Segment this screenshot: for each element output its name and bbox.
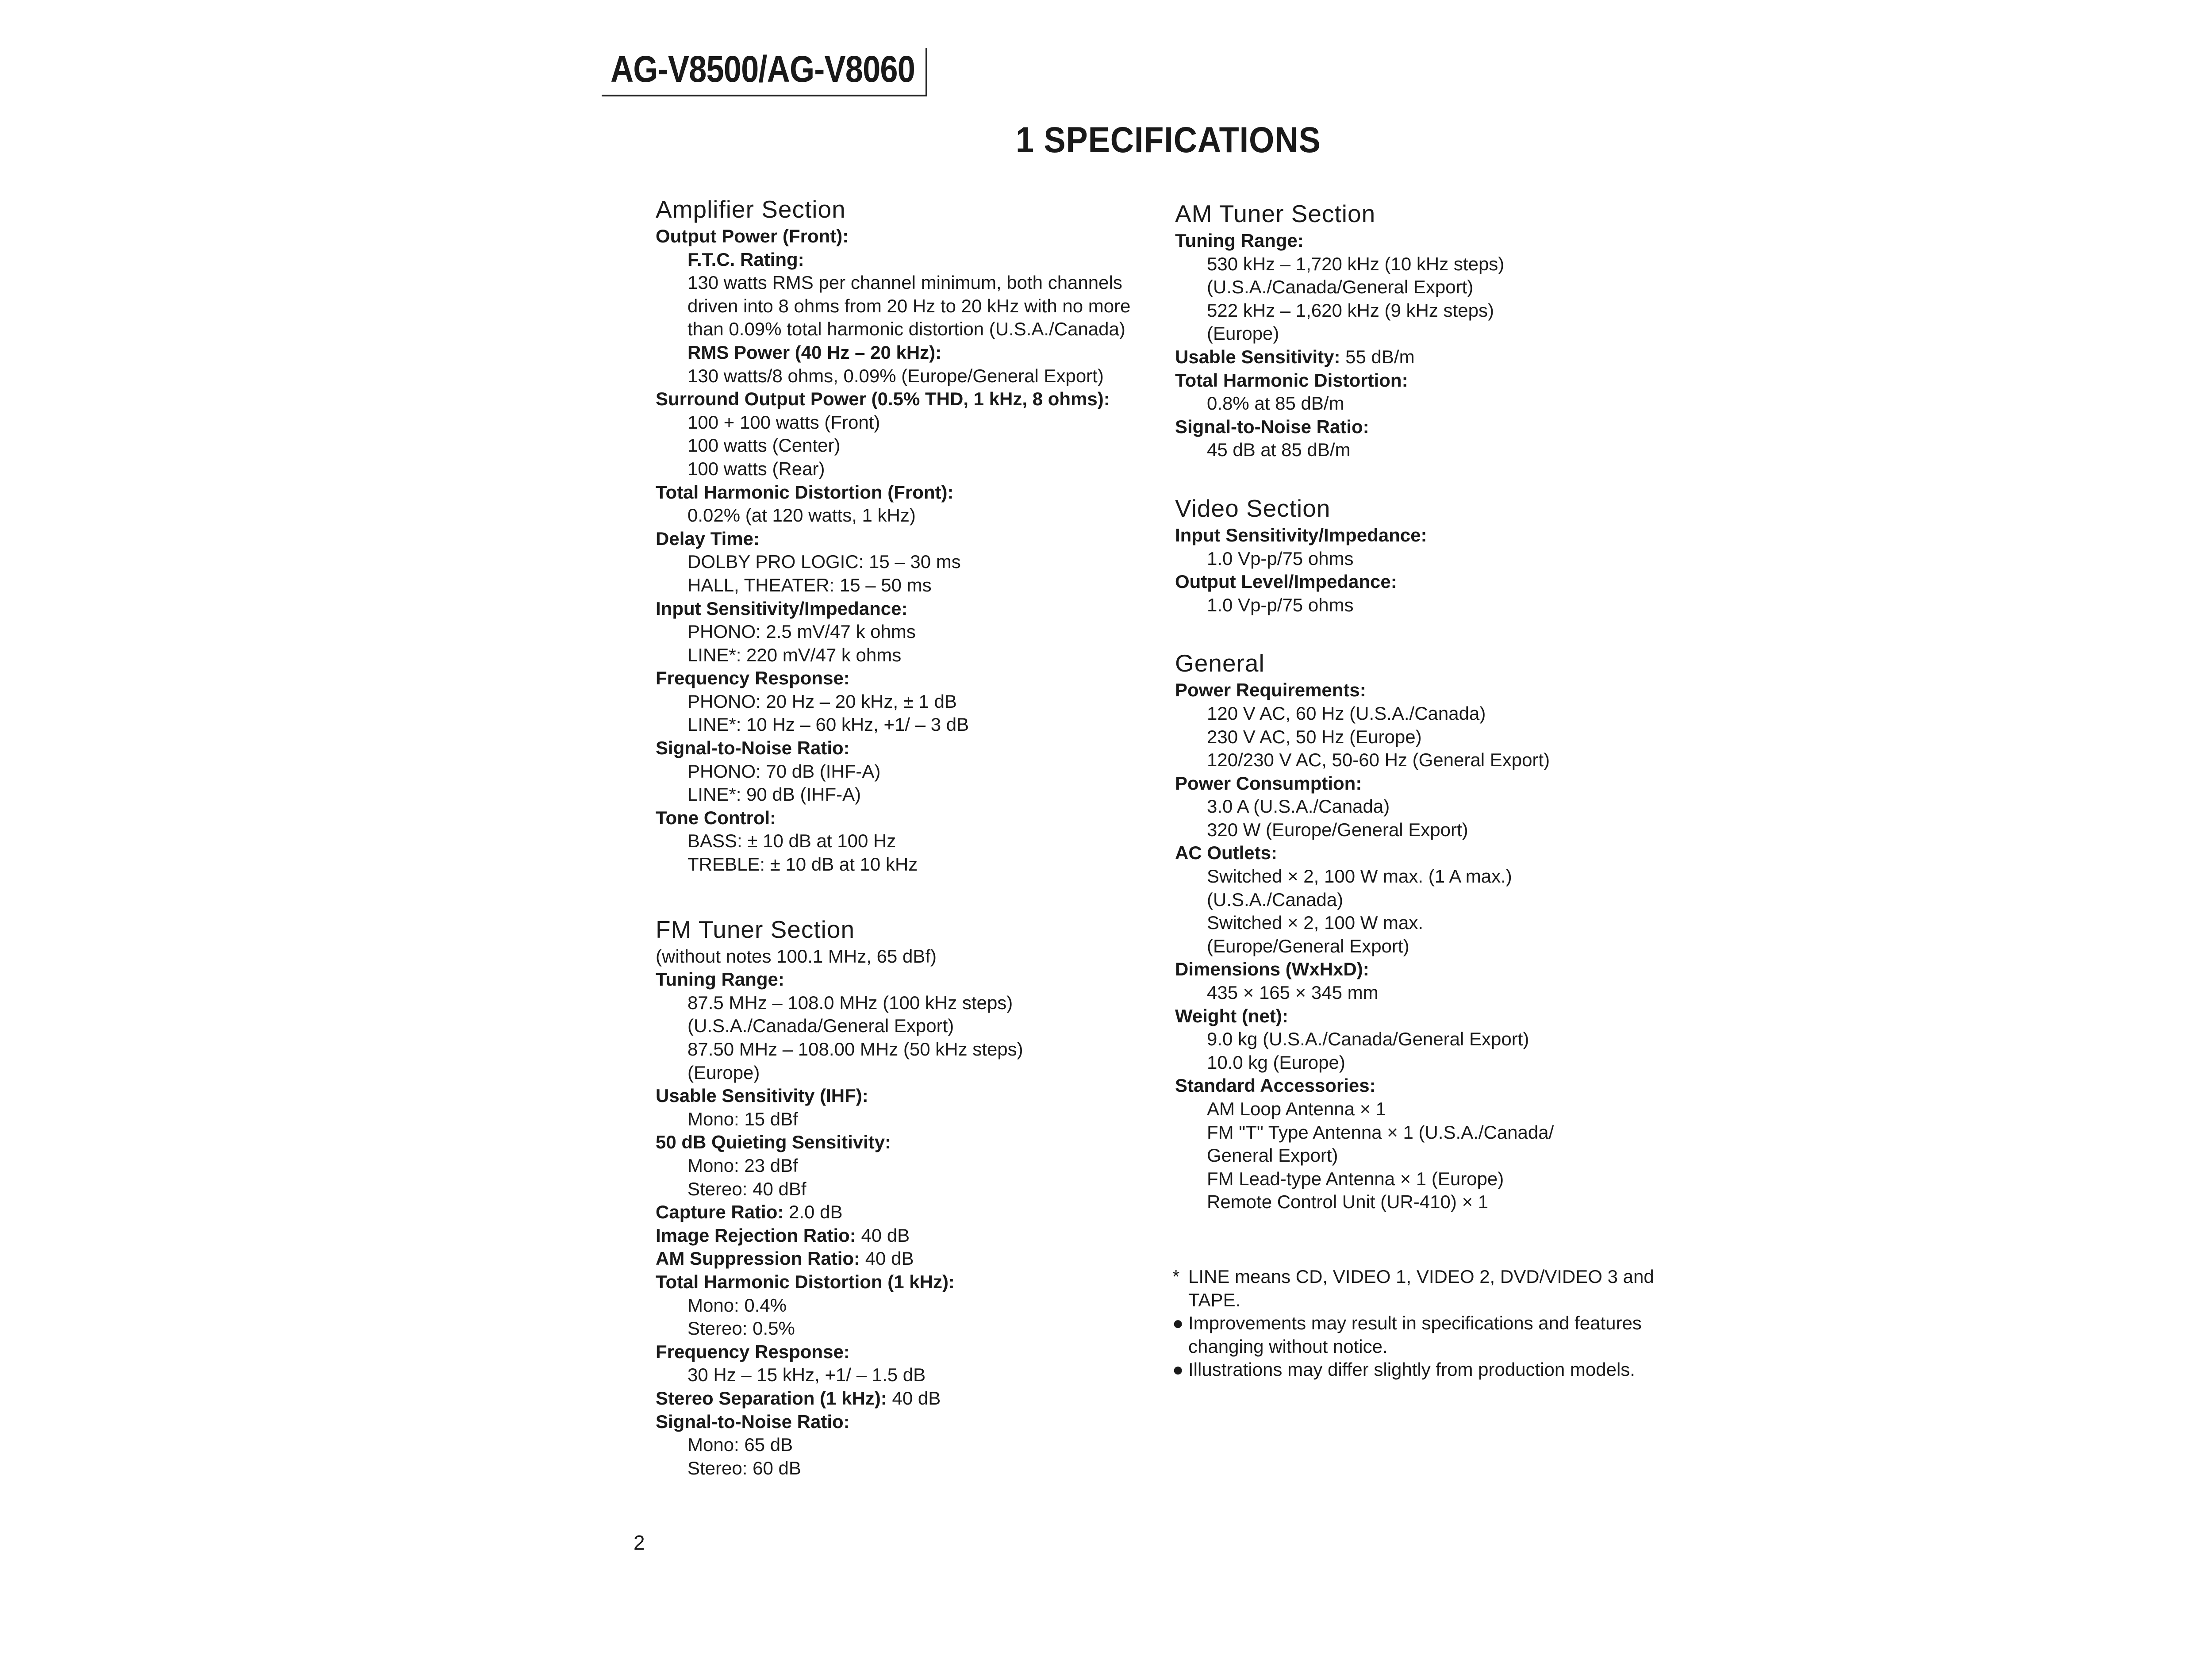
accessory-item: FM Lead-type Antenna × 1 (Europe)	[1207, 1168, 1504, 1189]
bullet-icon: ●	[1172, 1313, 1184, 1334]
am-tuning-value: 530 kHz – 1,720 kHz (10 kHz steps)	[1207, 253, 1505, 274]
delay-value: DOLBY PRO LOGIC: 15 – 30 ms	[687, 551, 961, 572]
fm-capture-label: Capture Ratio:	[656, 1202, 784, 1223]
am-heading: AM Tuner Section	[1175, 200, 1376, 227]
fm-thd-label: Total Harmonic Distortion (1 kHz):	[656, 1271, 955, 1292]
fm-tuning-value: 87.50 MHz – 108.00 MHz (50 kHz steps)	[687, 1039, 1023, 1060]
fm-heading: FM Tuner Section	[656, 915, 855, 943]
video-output-value: 1.0 Vp-p/75 ohms	[1207, 594, 1354, 615]
video-output-label: Output Level/Impedance:	[1175, 571, 1397, 592]
surround-power-label: Surround Output Power (0.5% THD, 1 kHz, 8 ohms):	[656, 388, 1110, 410]
model-number: AG-V8500/AG-V8060	[611, 48, 915, 90]
power-cons-value: 3.0 A (U.S.A./Canada)	[1207, 796, 1390, 817]
video-heading: Video Section	[1175, 494, 1331, 522]
rms-power-value: 130 watts/8 ohms, 0.09% (Europe/General Export)	[687, 365, 1104, 386]
fm-capture-value: 2.0 dB	[789, 1202, 843, 1223]
rms-power-label: RMS Power (40 Hz – 20 kHz):	[687, 342, 942, 363]
video-input-label: Input Sensitivity/Impedance:	[1175, 524, 1427, 545]
surround-value: 100 + 100 watts (Front)	[687, 411, 880, 433]
am-snr-value: 45 dB at 85 dB/m	[1207, 439, 1351, 461]
fm-image-label: Image Rejection Ratio:	[656, 1225, 856, 1246]
am-snr-label: Signal-to-Noise Ratio:	[1175, 416, 1369, 437]
fm-am-supp-value: 40 dB	[865, 1248, 914, 1269]
ac-outlets-value: (U.S.A./Canada)	[1207, 889, 1344, 910]
right-column	[1175, 198, 1684, 1214]
fm-thd-value: Stereo: 0.5%	[687, 1318, 795, 1339]
accessories-label: Standard Accessories:	[1175, 1075, 1376, 1096]
footnote-text: Improvements may result in specifications and features changing without notice.	[1188, 1313, 1642, 1357]
fm-usable-value: Mono: 15 dBf	[687, 1108, 798, 1129]
dimensions-value: 435 × 165 × 345 mm	[1207, 982, 1379, 1003]
accessory-item: FM "T" Type Antenna × 1 (U.S.A./Canada/	[1207, 1121, 1554, 1143]
amp-freq-value: PHONO: 20 Hz – 20 kHz, ± 1 dB	[687, 691, 957, 712]
fm-snr-label: Signal-to-Noise Ratio:	[656, 1411, 850, 1432]
surround-value: 100 watts (Center)	[687, 435, 841, 456]
amp-thd-label: Total Harmonic Distortion (Front):	[656, 481, 954, 503]
amp-freq-value: LINE*: 10 Hz – 60 kHz, +1/ – 3 dB	[687, 714, 969, 735]
am-usable-row	[1175, 346, 1684, 369]
fm-sep-row	[656, 1387, 1164, 1410]
ftc-rating-label: F.T.C. Rating:	[687, 249, 804, 270]
fm-snr-value: Mono: 65 dB	[687, 1434, 793, 1455]
fm-freq-value: 30 Hz – 15 kHz, +1/ – 1.5 dB	[687, 1364, 926, 1386]
amp-snr-value: PHONO: 70 dB (IHF-A)	[687, 760, 881, 782]
amplifier-heading: Amplifier Section	[656, 196, 846, 223]
fm-tuning-label: Tuning Range:	[656, 969, 784, 990]
weight-value: 9.0 kg (U.S.A./Canada/General Export)	[1207, 1029, 1529, 1050]
amp-thd-value: 0.02% (at 120 watts, 1 kHz)	[687, 505, 916, 526]
weight-label: Weight (net):	[1175, 1005, 1288, 1026]
footnote-text: Illustrations may differ slightly from production models.	[1188, 1359, 1635, 1380]
fm-am-supp-label: AM Suppression Ratio:	[656, 1248, 860, 1269]
page-number: 2	[634, 1531, 645, 1554]
ac-outlets-value: Switched × 2, 100 W max. (1 A max.)	[1207, 866, 1512, 887]
footnotes	[1172, 1265, 1659, 1382]
tone-control-label: Tone Control:	[656, 807, 776, 828]
am-tuning-value: 522 kHz – 1,620 kHz (9 kHz steps)	[1207, 299, 1494, 321]
amp-input-label: Input Sensitivity/Impedance:	[656, 598, 908, 619]
am-usable-label: Usable Sensitivity:	[1175, 346, 1340, 367]
fm-tuning-value: (Europe)	[687, 1062, 760, 1083]
model-divider	[926, 48, 927, 96]
power-req-value: 120 V AC, 60 Hz (U.S.A./Canada)	[1207, 703, 1486, 724]
fm-sep-label: Stereo Separation (1 kHz):	[656, 1387, 887, 1409]
am-usable-value: 55 dB/m	[1345, 346, 1415, 367]
fm-snr-value: Stereo: 60 dB	[687, 1457, 801, 1478]
model-underline	[602, 95, 927, 96]
fm-quieting-label: 50 dB Quieting Sensitivity:	[656, 1132, 891, 1153]
am-tuning-value: (Europe)	[1207, 323, 1279, 344]
power-cons-label: Power Consumption:	[1175, 772, 1362, 794]
left-column	[656, 194, 1164, 1480]
fm-usable-label: Usable Sensitivity (IHF):	[656, 1085, 868, 1106]
am-thd-label: Total Harmonic Distortion:	[1175, 369, 1408, 391]
footnote	[1172, 1358, 1659, 1382]
fm-sep-value: 40 dB	[892, 1387, 941, 1409]
footnote	[1172, 1312, 1659, 1358]
amp-input-value: LINE*: 220 mV/47 k ohms	[687, 644, 902, 665]
output-power-label: Output Power (Front):	[656, 226, 849, 246]
ac-outlets-value: Switched × 2, 100 W max.	[1207, 912, 1424, 933]
fm-note: (without notes 100.1 MHz, 65 dBf)	[656, 945, 937, 967]
accessory-item: AM Loop Antenna × 1	[1207, 1098, 1386, 1119]
dimensions-label: Dimensions (WxHxD):	[1175, 959, 1369, 980]
ftc-rating-text: 130 watts RMS per channel minimum, both channels driven into 8 ohms from 20 Hz to 20 kHz with no more than 0.09% total harmonic distortion (U.S.A./Canada)	[687, 272, 1131, 340]
amp-freq-label: Frequency Response:	[656, 668, 850, 689]
general-heading: General	[1175, 649, 1265, 677]
fm-tuning-value: (U.S.A./Canada/General Export)	[687, 1015, 954, 1037]
amp-snr-value: LINE*: 90 dB (IHF-A)	[687, 784, 861, 805]
tone-value: TREBLE: ± 10 dB at 10 kHz	[687, 854, 918, 875]
surround-value: 100 watts (Rear)	[687, 458, 825, 479]
footnote	[1172, 1265, 1659, 1312]
fm-am-supp-row	[656, 1247, 1164, 1271]
amp-input-value: PHONO: 2.5 mV/47 k ohms	[687, 621, 916, 642]
amp-snr-label: Signal-to-Noise Ratio:	[656, 737, 850, 759]
accessory-item: General Export)	[1207, 1145, 1338, 1166]
tone-value: BASS: ± 10 dB at 100 Hz	[687, 830, 896, 852]
video-input-value: 1.0 Vp-p/75 ohms	[1207, 548, 1354, 569]
power-cons-value: 320 W (Europe/General Export)	[1207, 819, 1468, 840]
am-tuning-value: (U.S.A./Canada/General Export)	[1207, 276, 1474, 298]
fm-quieting-value: Stereo: 40 dBf	[687, 1178, 806, 1199]
fm-freq-label: Frequency Response:	[656, 1341, 850, 1362]
fm-thd-value: Mono: 0.4%	[687, 1294, 787, 1316]
power-req-value: 120/230 V AC, 50-60 Hz (General Export)	[1207, 749, 1550, 771]
asterisk-marker: *	[1172, 1266, 1180, 1287]
delay-value: HALL, THEATER: 15 – 50 ms	[687, 574, 932, 595]
power-req-value: 230 V AC, 50 Hz (Europe)	[1207, 726, 1422, 747]
footnote-text: LINE means CD, VIDEO 1, VIDEO 2, DVD/VIDEO 3 and TAPE.	[1188, 1266, 1654, 1310]
ac-outlets-label: AC Outlets:	[1175, 842, 1277, 864]
bullet-icon: ●	[1172, 1359, 1184, 1380]
delay-time-label: Delay Time:	[656, 528, 760, 549]
am-thd-value: 0.8% at 85 dB/m	[1207, 393, 1344, 414]
fm-quieting-value: Mono: 23 dBf	[687, 1155, 798, 1176]
accessory-item: Remote Control Unit (UR-410) × 1	[1207, 1191, 1489, 1213]
weight-value: 10.0 kg (Europe)	[1207, 1052, 1345, 1073]
fm-image-row	[656, 1224, 1164, 1248]
power-req-label: Power Requirements:	[1175, 680, 1366, 701]
am-tuning-label: Tuning Range:	[1175, 230, 1304, 251]
fm-capture-row	[656, 1201, 1164, 1224]
fm-image-value: 40 dB	[861, 1225, 910, 1246]
page-title: 1 SPECIFICATIONS	[1016, 120, 1321, 160]
ac-outlets-value: (Europe/General Export)	[1207, 935, 1409, 956]
fm-tuning-value: 87.5 MHz – 108.0 MHz (100 kHz steps)	[687, 992, 1013, 1013]
